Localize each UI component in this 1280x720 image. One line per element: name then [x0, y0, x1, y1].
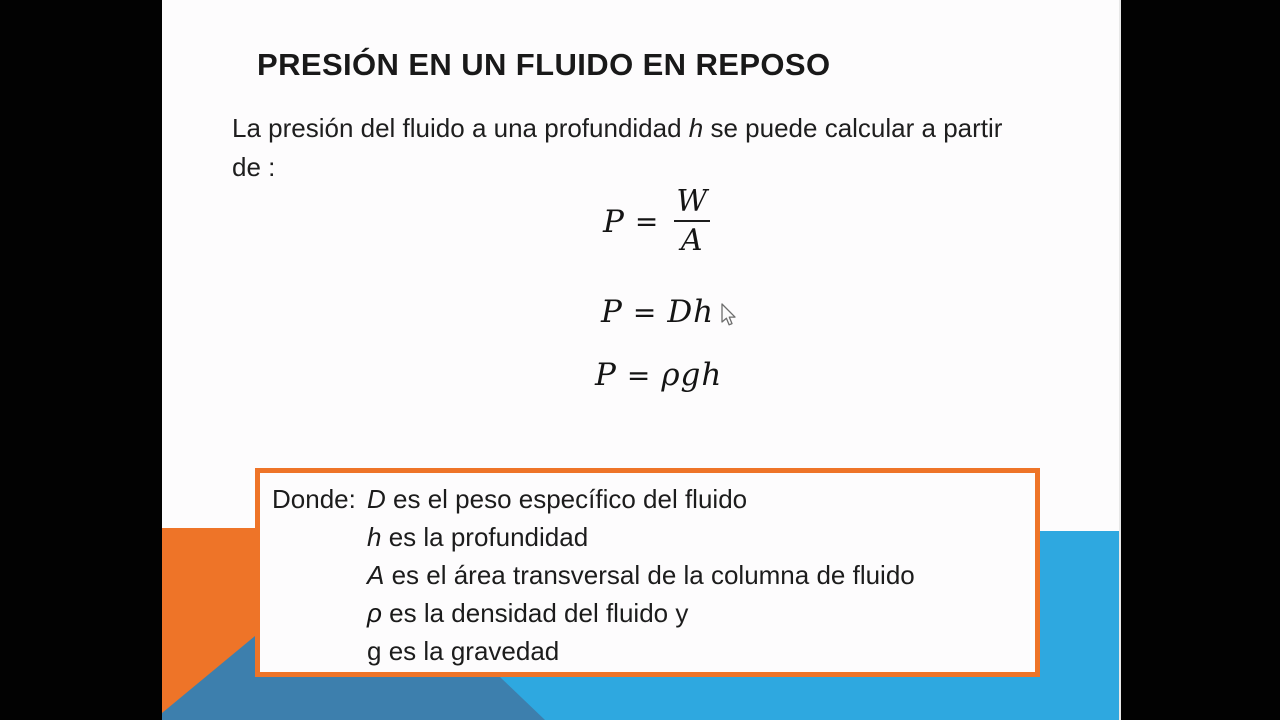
- formula2-lhs: P: [601, 294, 622, 330]
- definition-text: es la profundidad: [381, 522, 589, 552]
- fraction-denominator: A: [674, 220, 710, 257]
- definition-text: es la gravedad: [381, 636, 560, 666]
- intro-variable-h: h: [688, 113, 704, 143]
- definition-text: es la densidad del fluido y: [381, 598, 689, 628]
- formula3-rhs: ρgh: [661, 357, 723, 393]
- formula3-equals: =: [626, 358, 651, 392]
- definition-text: es el peso específico del fluido: [385, 484, 748, 514]
- fraction-w-over-a: [669, 186, 714, 257]
- formula1-lhs: P: [603, 203, 624, 240]
- definition-line-A: [272, 556, 1025, 594]
- letterbox-right: [1119, 0, 1280, 720]
- intro-paragraph: [232, 109, 1032, 187]
- definitions-box: [255, 468, 1040, 677]
- formula-pressure-dh: [601, 294, 714, 330]
- letterbox-left: [0, 0, 162, 720]
- formula2-rhs: Dh: [667, 294, 715, 330]
- definition-variable: D: [367, 484, 386, 514]
- definition-line-g: [272, 632, 1025, 670]
- formula2-equals: =: [632, 295, 657, 329]
- fraction-numerator: W: [676, 184, 708, 219]
- definition-line-D: [272, 480, 1025, 518]
- definition-variable: h: [367, 522, 382, 552]
- definition-line-rho: [272, 594, 1025, 632]
- formula-pressure-rho-g-h: [595, 357, 722, 393]
- definition-variable: ρ: [367, 598, 382, 628]
- definition-variable: g: [367, 636, 382, 666]
- definition-line-h: [272, 518, 1025, 556]
- formula-pressure-fraction: [603, 186, 714, 257]
- formula3-lhs: P: [595, 357, 616, 393]
- page-title: PRESIÓN EN UN FLUIDO EN REPOSO: [257, 47, 831, 82]
- intro-text-after: se puede calcular a partir de :: [232, 113, 1003, 182]
- formula1-equals: =: [634, 205, 659, 238]
- intro-text-before: La presión del fluido a una profundidad: [232, 113, 689, 143]
- definition-text: es el área transversal de la columna de fluido: [384, 560, 915, 590]
- definitions-label: Donde:: [272, 484, 356, 514]
- definition-variable: A: [367, 560, 385, 590]
- mouse-cursor-icon: [720, 303, 737, 328]
